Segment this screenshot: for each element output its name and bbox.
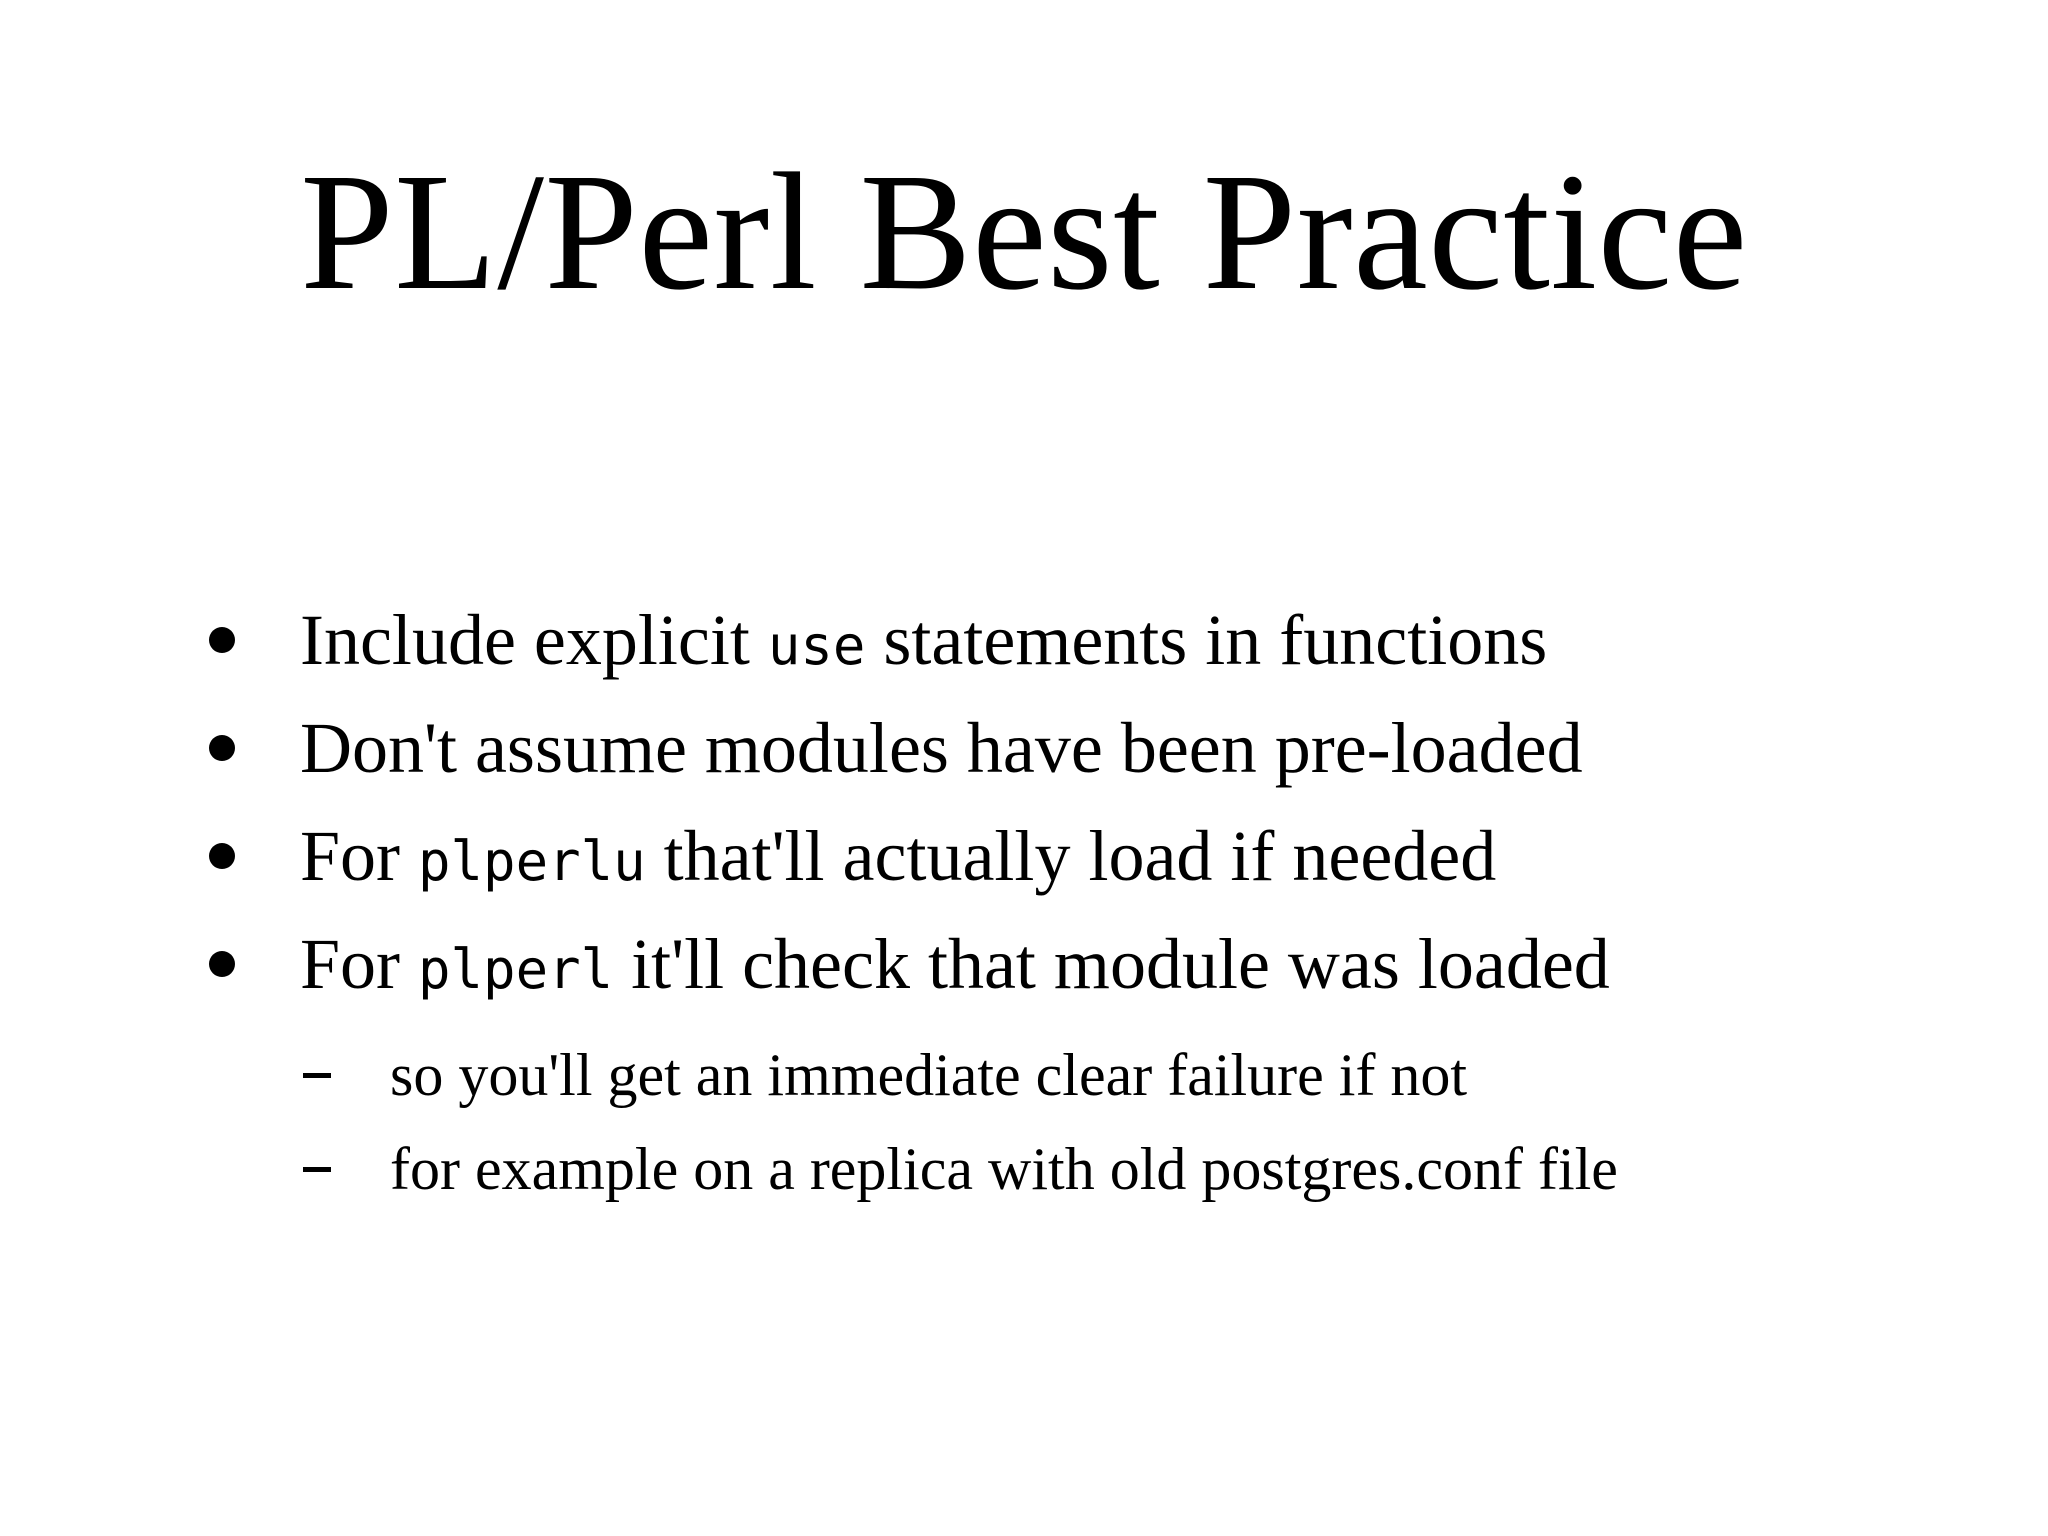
code-use: use: [767, 614, 866, 677]
bullet-text-after: it'll check that module was loaded: [613, 924, 1610, 1004]
bullet-text-before: For: [300, 816, 419, 896]
bullet-dot-icon: [209, 951, 235, 977]
code-plperlu: plperlu: [418, 830, 646, 893]
bullet-text-after: statements in functions: [865, 600, 1548, 680]
bullet-dot-icon: [209, 735, 235, 761]
bullet-text-before: Include explicit: [300, 600, 768, 680]
code-plperl: plperl: [418, 938, 614, 1001]
bullet-item-plperl: [300, 918, 1610, 1010]
dash-icon: [303, 1167, 331, 1172]
bullet-text: Don't assume modules have been pre-loaded: [300, 708, 1583, 788]
bullet-text-after: that'll actually load if needed: [645, 816, 1497, 896]
sub-bullet-text: so you'll get an immediate clear failure if not: [390, 1042, 1468, 1108]
bullet-dot-icon: [209, 843, 235, 869]
bullet-item-plperlu: [300, 810, 1496, 902]
bullet-item-explicit-use: [300, 594, 1547, 686]
bullet-item-preloaded: [300, 702, 1583, 794]
dash-icon: [303, 1073, 331, 1078]
sub-bullet-immediate-failure: [390, 1035, 1467, 1115]
bullet-text-before: For: [300, 924, 419, 1004]
sub-bullet-replica-example: [390, 1129, 1618, 1209]
sub-bullet-text: for example on a replica with old postgres.conf file: [390, 1136, 1618, 1202]
bullet-dot-icon: [209, 627, 235, 653]
slide-title: PL/Perl Best Practice: [300, 139, 1748, 325]
